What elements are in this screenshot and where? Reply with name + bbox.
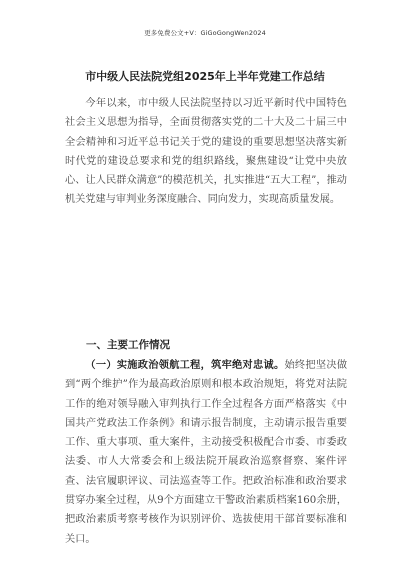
section1-item1-paragraph — [65, 356, 347, 549]
section-heading: 一、主要工作情况 — [86, 339, 170, 351]
header-note: 更多免费公文+V：GiGoGongWen2024 — [144, 29, 266, 37]
document-title: 市中级人民法院党组2025年上半年党建工作总结 — [85, 70, 325, 83]
item1-text: 始终把坚决做到“两个维护”作为最高政治原则和根本政治规矩，将党对法院工作的绝对领导融入审判执行工作全过程各方面严格落实《中国共产党政法工作条例》和请示报告制度，主动请示报告重要工作、重大事项、重大案件，主动接受积极配合市委、市委政法委、市人大常委会和上级法院开展政治巡察督察、案件评查、法官履职评议、司法巡查等工作。把政治标准和政治要求贯穿办案全过程，从9个方面建立干警政治素质档案160余册，把政治素质考察考核作为识别评价、选拔使用干部首要标准和关口。 — [65, 360, 348, 545]
item1-lead: （一）实施政治领航工程，筑牢绝对忠诚。 — [85, 360, 285, 371]
intro-paragraph: 今年以来，市中级人民法院坚持以习近平新时代中国特色社会主义思想为指导，全面贯彻落实党的二十大及二十届三中全会精神和习近平总书记关于党的建设的重要思想坚决落实新时代党的建设总要求和党的组织路线，聚焦建设“让党中央放心、让人民群众满意”的模范机关，扎实推进“五大工程”，推动机关党建与审判业务深度融合、同向发力，实现高质量发展。 — [65, 98, 347, 206]
